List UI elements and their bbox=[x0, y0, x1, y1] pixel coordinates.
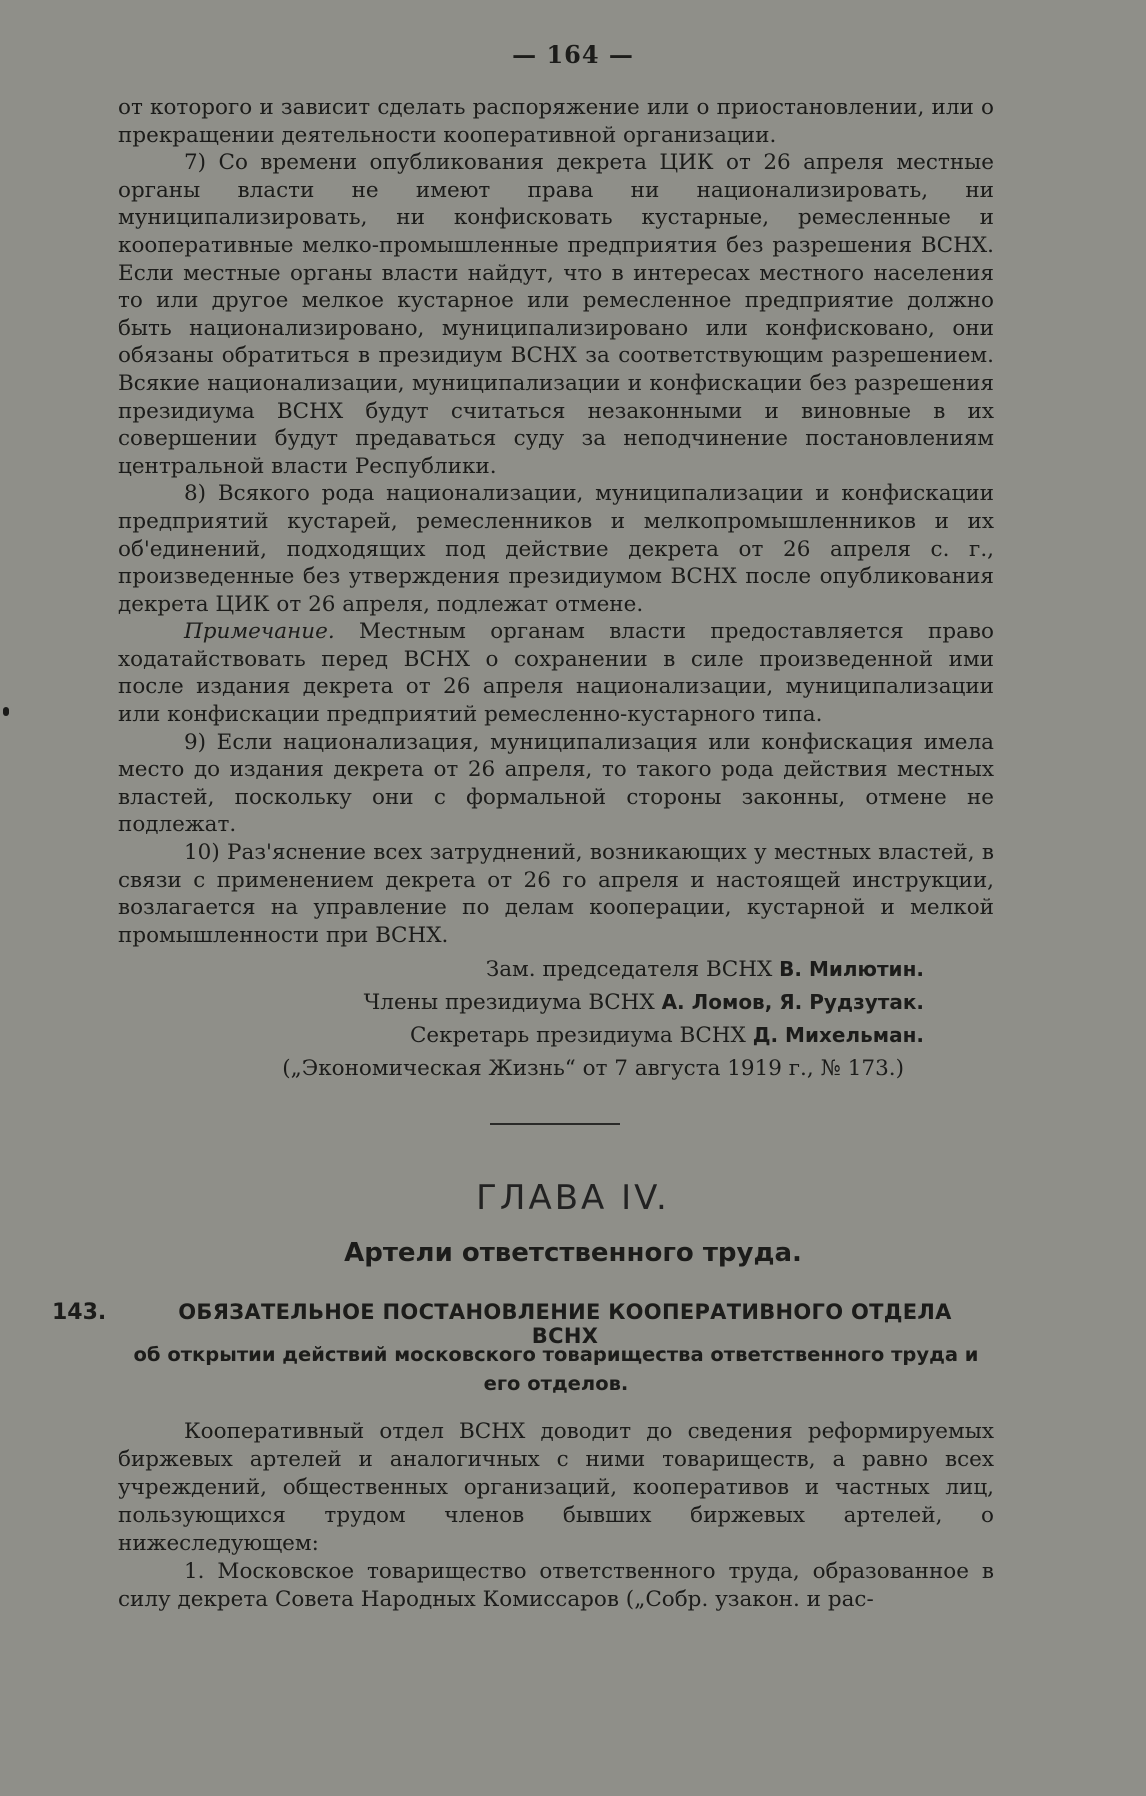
paragraph-8: 8) Всякого рода национализации, муниципализации и конфискации предприятий кустарей, ремесленников и мелкопромышленников и их об'единений, подходящих под действие декрета от 26 апреля с. г., произведенные без утверждения президиумом ВСНХ после опубликования декрета ЦИК от 26 апреля, подлежат отмене. bbox=[118, 481, 994, 617]
paragraph-7: 7) Со времени опубликования декрета ЦИК от 26 апреля местные органы власти не имеют права ни национализировать, ни муниципализировать, ни конфисковать кустарные, ремесленные и кооперативные мелко-промышленные предприятия без разрешения ВСНХ. Если местные органы власти найдут, что в интересах местного населения то или другое мелкое кустарное или ремесленное предприятие должно быть национализировано, муниципализировано или конфисковано, они обязаны обратиться в президиум ВСНХ за соответствующим разрешением. Всякие национализации, муниципализации и конфискации без разрешения президиума ВСНХ будут считаться незаконными и виновные в их совершении будут предаваться суду за неподчинение постановлениям центральной власти Республики. bbox=[118, 150, 994, 479]
signature-block bbox=[118, 953, 994, 1052]
paragraph-10: 10) Раз'яснение всех затруднений, возникающих у местных властей, в связи с применением декрета от 26 го апреля и настоящей инструкции, возлагается на управление по делам кооперации, кустарной и мелкой промышленности при ВСНХ. bbox=[118, 840, 994, 948]
signature-name: В. Милютин. bbox=[779, 957, 924, 982]
body-paragraph: Кооперативный отдел ВСНХ доводит до сведения реформируемых биржевых артелей и аналогичных с ними товариществ, а равно всех учреждений, общественных организаций, кооперативов и частных лиц, пользующихся трудом членов бывших биржевых артелей, о нижеследующем: bbox=[118, 1419, 994, 1556]
paragraph-note bbox=[118, 618, 994, 728]
document-body bbox=[118, 1418, 994, 1614]
section-divider bbox=[490, 1123, 620, 1125]
paragraph-continuation: от которого и зависит сделать распоряжение или о приостановлении, или о прекращении деятельности кооперативной организации. bbox=[118, 95, 994, 148]
note-text: Местным органам власти предоставляется право ходатайствовать перед ВСНХ о сохранении в силе произведенной ими после издания декрета от 26 апреля национализации, муниципализации или конфискации предприятий ремесленно-кустарного типа. bbox=[118, 619, 994, 728]
document-subtitle: об открытии действий московского товарищества ответственного труда и его отделов. bbox=[133, 1343, 979, 1395]
signature-line bbox=[118, 986, 994, 1019]
body-paragraph: 1. Московское товарищество ответственного труда, образованное в силу декрета Совета Народных Комиссаров („Собр. узакон. и рас- bbox=[118, 1559, 994, 1612]
note-label: Примечание. bbox=[184, 619, 335, 645]
signature-role: Члены президиума ВСНХ bbox=[363, 990, 655, 1016]
signature-name: А. Ломов, Я. Рудзутак. bbox=[661, 990, 924, 1015]
signature-line bbox=[118, 953, 994, 986]
paragraph-9: 9) Если национализация, муниципализация или конфискация имела место до издания декрета от 26 апреля, то такого рода действия местных властей, поскольку они с формальной стороны законны, отмене не подлежат. bbox=[118, 729, 994, 838]
page-number: — 164 — bbox=[512, 40, 634, 69]
signature-line bbox=[118, 1019, 994, 1052]
document-number: 143. bbox=[52, 1300, 107, 1325]
chapter-title: ГЛАВА IV. bbox=[476, 1178, 670, 1218]
ink-speck bbox=[3, 707, 9, 716]
main-text bbox=[118, 94, 994, 1086]
signature-role: Секретарь президиума ВСНХ bbox=[409, 1023, 746, 1049]
source-citation: („Экономическая Жизнь“ от 7 августа 1919 г., № 173.) bbox=[282, 1056, 904, 1082]
signature-name: Д. Михельман. bbox=[752, 1023, 924, 1048]
document-title: ОБЯЗАТЕЛЬНОЕ ПОСТАНОВЛЕНИЕ КООПЕРАТИВНОГО ОТДЕЛА ВСНХ bbox=[178, 1300, 952, 1348]
chapter-subtitle: Артели ответственного труда. bbox=[344, 1238, 802, 1268]
signature-role: Зам. председателя ВСНХ bbox=[485, 957, 773, 983]
